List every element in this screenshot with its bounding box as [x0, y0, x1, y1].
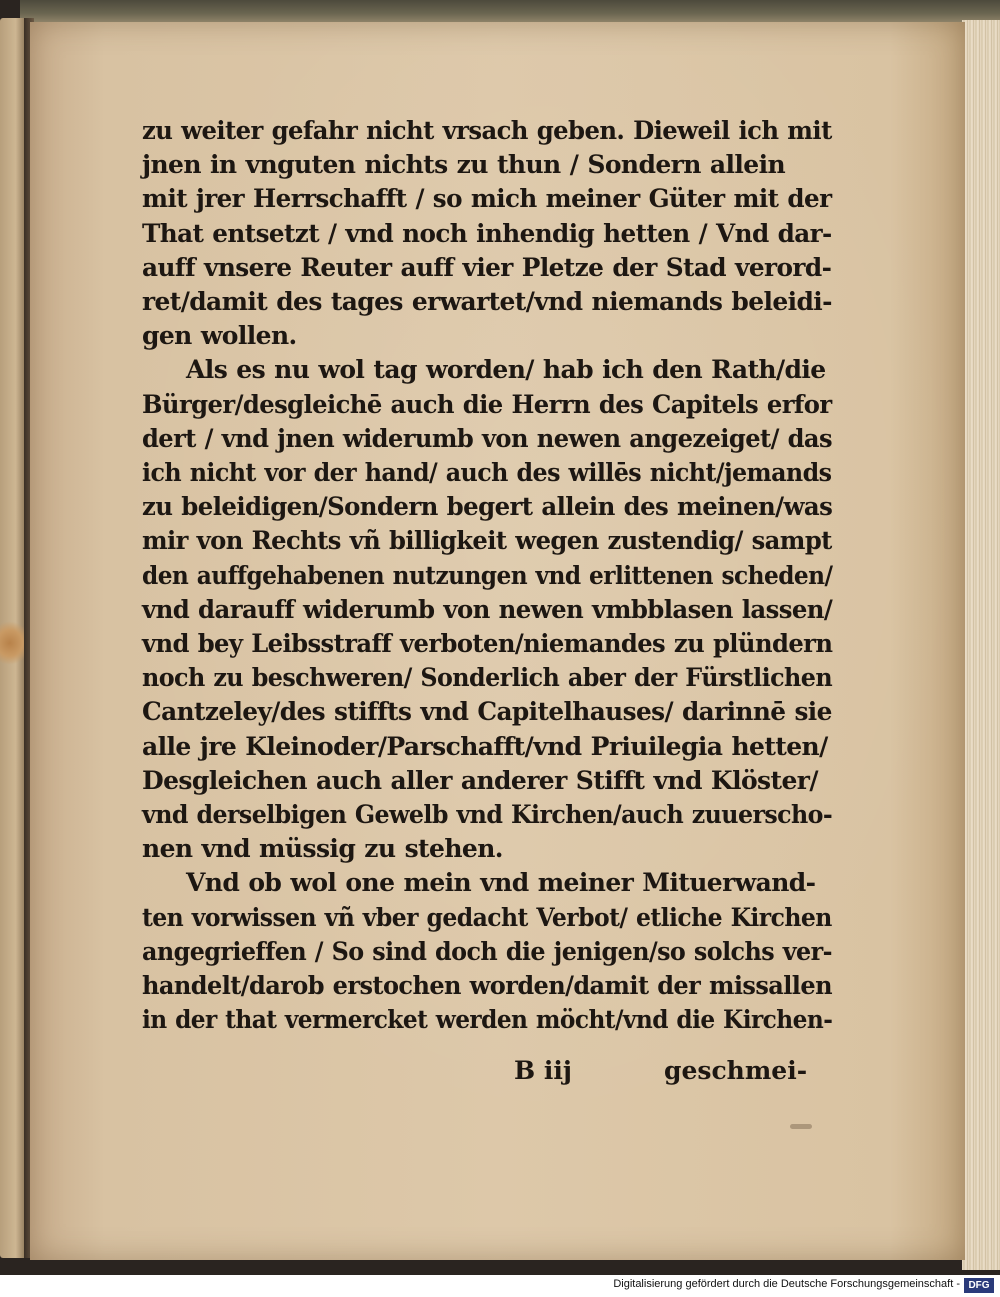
page-block-edges: [962, 20, 1000, 1270]
text-line: vnd derselbigen Gewelb vnd Kirchen/auch zuuerscho-: [142, 800, 833, 829]
facing-page-edge: [0, 18, 26, 1258]
text-line: vnd bey Leibsstraff verboten/niemandes zu plündern: [142, 629, 833, 658]
text-line: vnd darauff widerumb von newen vmbblasen lassen/: [142, 594, 833, 624]
dfg-logo: DFG: [964, 1278, 994, 1293]
text-line: Als es nu wol tag worden/ hab ich den Rath/die: [186, 355, 826, 385]
book-page: [30, 22, 965, 1260]
text-line: Cantzeley/des stiffts vnd Capitelhauses/ darinnē sie: [142, 697, 832, 727]
text-line: zu weiter gefahr nicht vrsach geben. Dieweil ich mit: [142, 116, 832, 145]
text-line: jnen in vnguten nichts zu thun / Sondern allein: [142, 150, 786, 180]
text-line: gen wollen.: [142, 321, 297, 351]
text-line: zu beleidigen/Sondern begert allein des meinen/was: [142, 492, 833, 522]
text-line: ret/damit des tages erwartet/vnd niemands beleidi-: [142, 287, 832, 316]
text-line: That entsetzt / vnd noch inhendig hetten / Vnd dar-: [142, 218, 832, 248]
book-top-edge: [20, 0, 1000, 22]
funding-credit: Digitalisierung gefördert durch die Deutsche Forschungsgemeinschaft -: [613, 1278, 960, 1290]
text-line: ten vorwissen vñ vber gedacht Verbot/ etliche Kirchen: [142, 902, 832, 932]
signature-mark: B iij: [514, 1056, 572, 1085]
text-line: angegrieffen / So sind doch die jenigen/so solchs ver-: [142, 936, 832, 966]
text-line: handelt/darob erstochen worden/damit der missallen: [142, 971, 832, 1000]
text-line: nen vnd müssig zu stehen.: [142, 834, 503, 864]
catchword: geschmei-: [664, 1056, 808, 1085]
text-line: dert / vnd jnen widerumb von newen angezeiget/ das: [142, 423, 832, 453]
footer-bar: [0, 1275, 1000, 1297]
text-line: Desgleichen auch aller anderer Stifft vnd Klöster/: [142, 765, 818, 795]
paper-speck: [790, 1124, 812, 1129]
text-line: noch zu beschweren/ Sonderlich aber der Fürstlichen: [142, 663, 833, 693]
text-line: auff vnsere Reuter auff vier Pletze der Stad verord-: [142, 252, 832, 282]
stain: [0, 618, 24, 668]
text-line: ich nicht vor der hand/ auch des willēs nicht/jemands: [142, 458, 832, 487]
text-line: in der that vermercket werden möcht/vnd die Kirchen-: [142, 1005, 833, 1035]
text-line: Vnd ob wol one mein vnd meiner Mituerwand-: [186, 868, 816, 898]
text-line: mir von Rechts vñ billigkeit wegen zustendig/ sampt: [142, 526, 832, 556]
text-line: den auffgehabenen nutzungen vnd erlittenen scheden/: [142, 560, 833, 590]
page-text: [142, 114, 832, 1099]
text-line: Bürger/desgleichē auch die Herrn des Capitels erfor: [142, 389, 832, 419]
text-line: mit jrer Herrschafft / so mich meiner Güter mit der: [142, 184, 832, 214]
text-line: alle jre Kleinoder/Parschafft/vnd Priuilegia hetten/: [142, 731, 828, 761]
